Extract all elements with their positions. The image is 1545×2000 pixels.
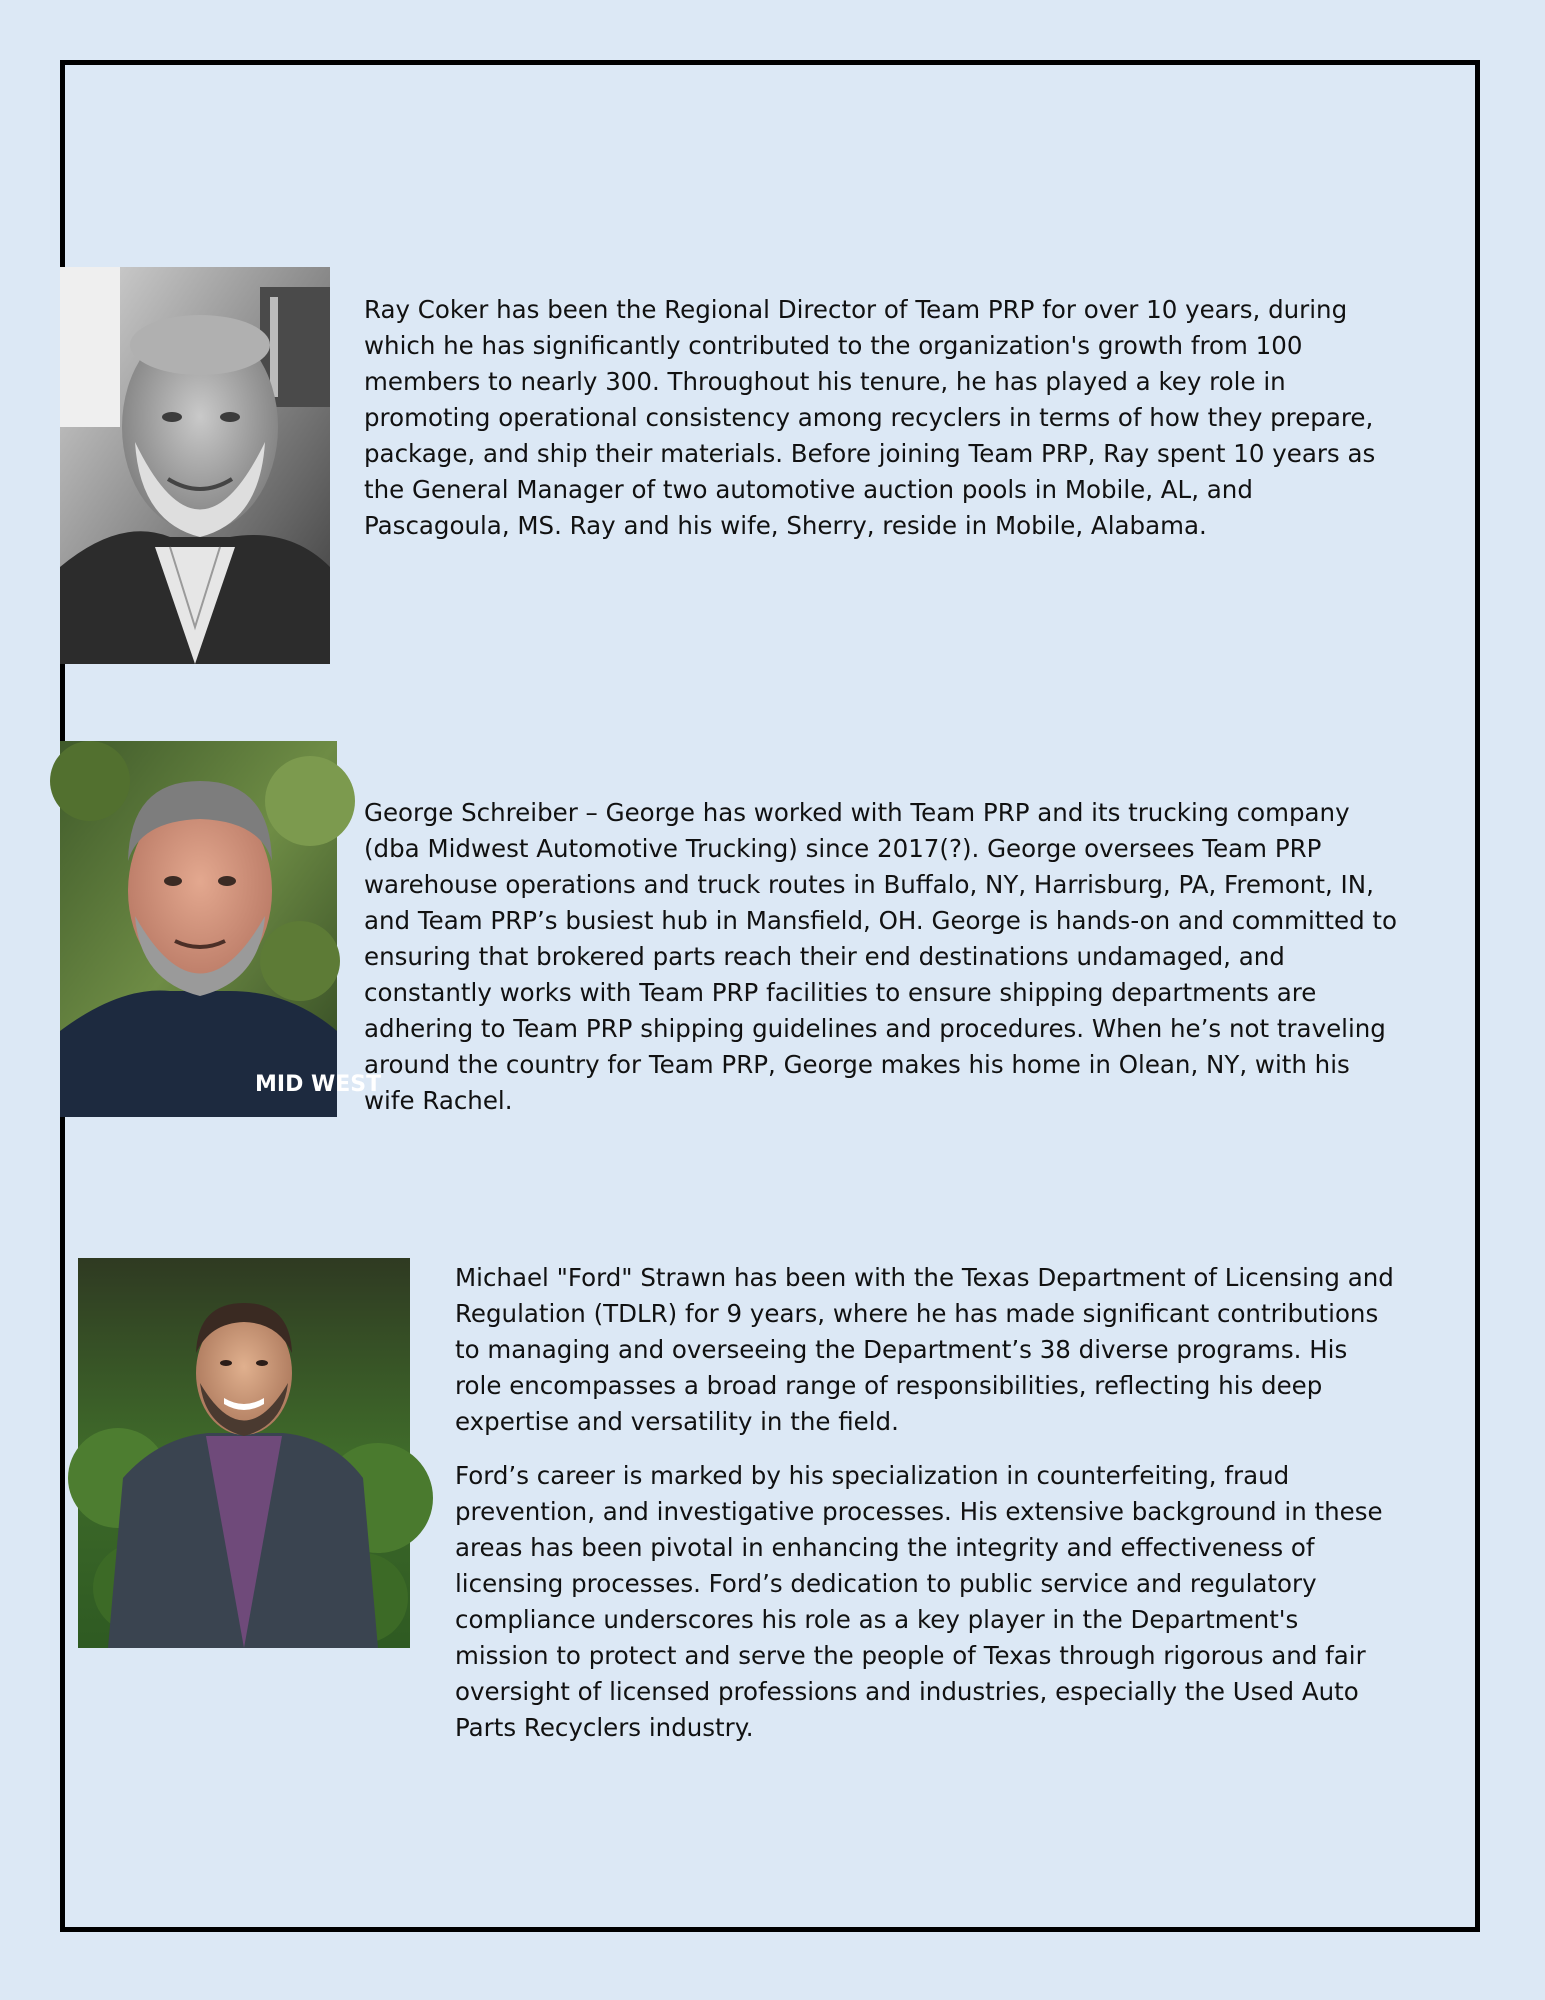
bio-text: Ray Coker has been the Regional Director of Team PRP for over 10 years, during which he has significantly contributed to the organization's growth from 100 members to nearly 300. Throughout his tenure, he has played a key role in promoting operational consistency among recyclers in terms of how they prepare, package, and ship their materials. Before joining Team PRP, Ray spent 10 years as the General Manager of two automotive auction pools in Mobile, AL, and Pascagoula, MS. Ray and his wife, Sherry, reside in Mobile, Alabama.	[364, 295, 1376, 540]
michael-strawn-bio	[455, 1260, 1395, 1746]
portrait-icon	[60, 267, 330, 664]
george-schreiber-bio	[364, 795, 1399, 1119]
ray-coker-photo	[60, 267, 330, 664]
portrait-icon	[78, 1258, 410, 1648]
bio-text: George Schreiber – George has worked with Team PRP and its trucking company (dba Midwest Automotive Trucking) since 2017(?). George oversees Team PRP warehouse operations and truck routes in Buffalo, NY, Harrisburg, PA, Fremont, IN, and Team PRP’s busiest hub in Mansfield, OH. George is hands-on and committed to ensuring that brokered parts reach their end destinations undamaged, and constantly works with Team PRP facilities to ensure shipping departments are adhering to Team PRP shipping guidelines and procedures. When he’s not traveling around the country for Team PRP, George makes his home in Olean, NY, with his wife Rachel.	[364, 798, 1398, 1115]
michael-strawn-photo	[78, 1258, 410, 1648]
george-schreiber-photo	[60, 741, 382, 1117]
shirt-logo-text: MID WEST	[255, 1072, 382, 1097]
ray-coker-bio	[364, 292, 1394, 544]
bio-paragraph-2: Ford’s career is marked by his specialization in counterfeiting, fraud prevention, and investigative processes. His extensive background in these areas has been pivotal in enhancing the integrity and effectiveness of licensing processes. Ford’s dedication to public service and regulatory compliance underscores his role as a key player in the Department's mission to protect and serve the people of Texas through rigorous and fair oversight of licensed professions and industries, especially the Used Auto Parts Recyclers industry.	[455, 1461, 1383, 1742]
bio-paragraph-1: Michael "Ford" Strawn has been with the Texas Department of Licensing and Regulation (TDLR) for 9 years, where he has made significant contributions to managing and overseeing the Department’s 38 diverse programs. His role encompasses a broad range of responsibilities, reflecting his deep expertise and versatility in the field.	[455, 1263, 1394, 1436]
portrait-icon	[60, 741, 382, 1117]
